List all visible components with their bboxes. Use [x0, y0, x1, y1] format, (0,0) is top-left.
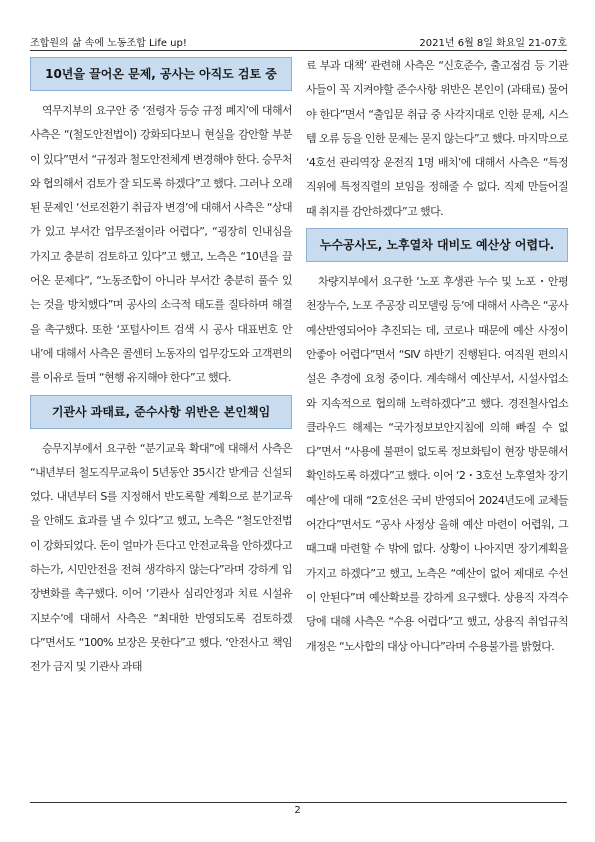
section-heading-station: 10년을 끌어온 문제, 공사는 아직도 검토 중: [30, 57, 292, 91]
section-heading-vehicle: 누수공사도, 노후열차 대비도 예산상 어렵다.: [306, 228, 568, 262]
left-column: [30, 54, 292, 680]
section-body-driver-continued: 료 부과 대책’ 관련해 사측은 “신호준수, 출고점검 등 기관사들이 꼭 지켜야할 준수사항 위반은 본인이 (과태료) 물어야 한다”면서 “출입문 취급 중 사각지대로 인한 문제, 시스템 오류 등을 인한 문제는 묻지 않는다”고 했다. 마지막으로 ‘4호선 관리역장 운전직 1명 배치’에 대해서 사측은 “특정 직위에 특정직렬의 보임을 정해줄 수 없다. 직제 만들어질때 취지를 감안하겠다”고 했다.: [306, 59, 568, 218]
page-number: 2: [294, 805, 301, 816]
header-divider: [30, 50, 567, 51]
section-body-driver: 승무지부에서 요구한 “분기교육 확대”에 대해서 사측은 “내년부터 철도직무교육이 5년동안 35시간 받게금 신설되었다. 내년부터 S를 지정해서 반도록할 계획으로 분기교육을 안해도 효과를 낼 수 있다”고 했고, 노측은 “철도안전법이 강화되었다. 돈이 얼마가 든다고 안전교육을 안하겠다고 하는가, 시민안전을 전혀 생각하지 않는다”라며 강하게 입장변화를 촉구했다. 이어 ‘기관사 심리안정과 치료 시설유지보수’에 대해서 사측은 “최대한 반영되도록 검토하겠다”면서도 “100% 보장은 못한다”고 했다. ‘안전사고 책임전가 금지 및 기관사 과태: [30, 441, 292, 674]
section-body-station: 역무지부의 요구안 중 ‘전령자 등승 규정 폐지’에 대해서 사측은 “(철도안전법이) 강화되다보니 현실을 감안할 부분이 있다”면서 “규정과 철도안전체계 변경해야 한다. 승무처와 협의해서 검토가 잘 되도록 하겠다”고 했다. 그러나 오래된 문제인 ‘선로전환기 취급자 변경’에 대해서 사측은 “상대가 있고 부서간 업무조절이라 어렵다”, “굉장히 인내심을 가지고 충분히 검토하고 있다”고 했고, 노측은 “10년을 끌어온 문제다”, “노동조합이 아니라 부서간 충분히 풀수 있는 것을 방치했다”며 공사의 소극적 태도를 질타하며 해결을 촉구했다. 또한 ‘포털사이트 검색 시 공사 대표번호 안내’에 대해서 사측은 콜센터 노동자의 업무강도와 고객편의를 이유로 들며 “현행 유지해야 한다”고 했다.: [30, 104, 292, 385]
right-column: [306, 54, 568, 659]
issue-date: 2021년 6월 8일 화요일 21-07호: [419, 38, 567, 49]
section-heading-driver: 기관사 과태료, 준수사항 위반은 본인책임: [30, 395, 292, 429]
footer-divider: [30, 802, 567, 803]
page-header: [30, 34, 567, 49]
newsletter-slogan: 조합원의 삶 속에 노동조합 Life up!: [30, 38, 187, 49]
section-body-vehicle: 차량지부에서 요구한 ‘노포 후생관 누수 및 노포・안평 천장누수, 노포 주공장 리모델링 등’에 대해서 사측은 “공사 예산반영되어야 추진되는 데, 코로나 때문에 예산 사정이 안좋아 어렵다”면서 “SIV 하반기 진행된다. 여직원 편의시설은 추경에 요청 중이다. 계속해서 예산부서, 시설사업소와 지속적으로 협의해 노력하겠다”고 했다. 경전철사업소 클라우드 해제는 “국가정보보안지침에 의해 빠질 수 없다”면서 “사용에 불편이 없도록 정보화팀이 현장 방문해서 확인하도록 하겠다”고 했다. 이어 ‘2・3호선 노후열차 장기예산’에 대해 “2호선은 국비 반영되어 2024년도에 교체들어간다”면서도 “공사 사정상 올해 예산 마련이 어렵워, 그때그때 마련할 수 밖에 없다. 상황이 나아지면 장기계획을 가지고 하겠다”고 했고, 노측은 “예산이 없어 제대로 수선이 안된다”며 예산확보를 강하게 요구했다. 상용직 자격수당에 대해 사측은 “수용 어렵다”고 했고, 상용직 취업규칙 개정은 “노사합의 대상 아니다”라며 수용불가를 밝혔다.: [306, 275, 569, 653]
